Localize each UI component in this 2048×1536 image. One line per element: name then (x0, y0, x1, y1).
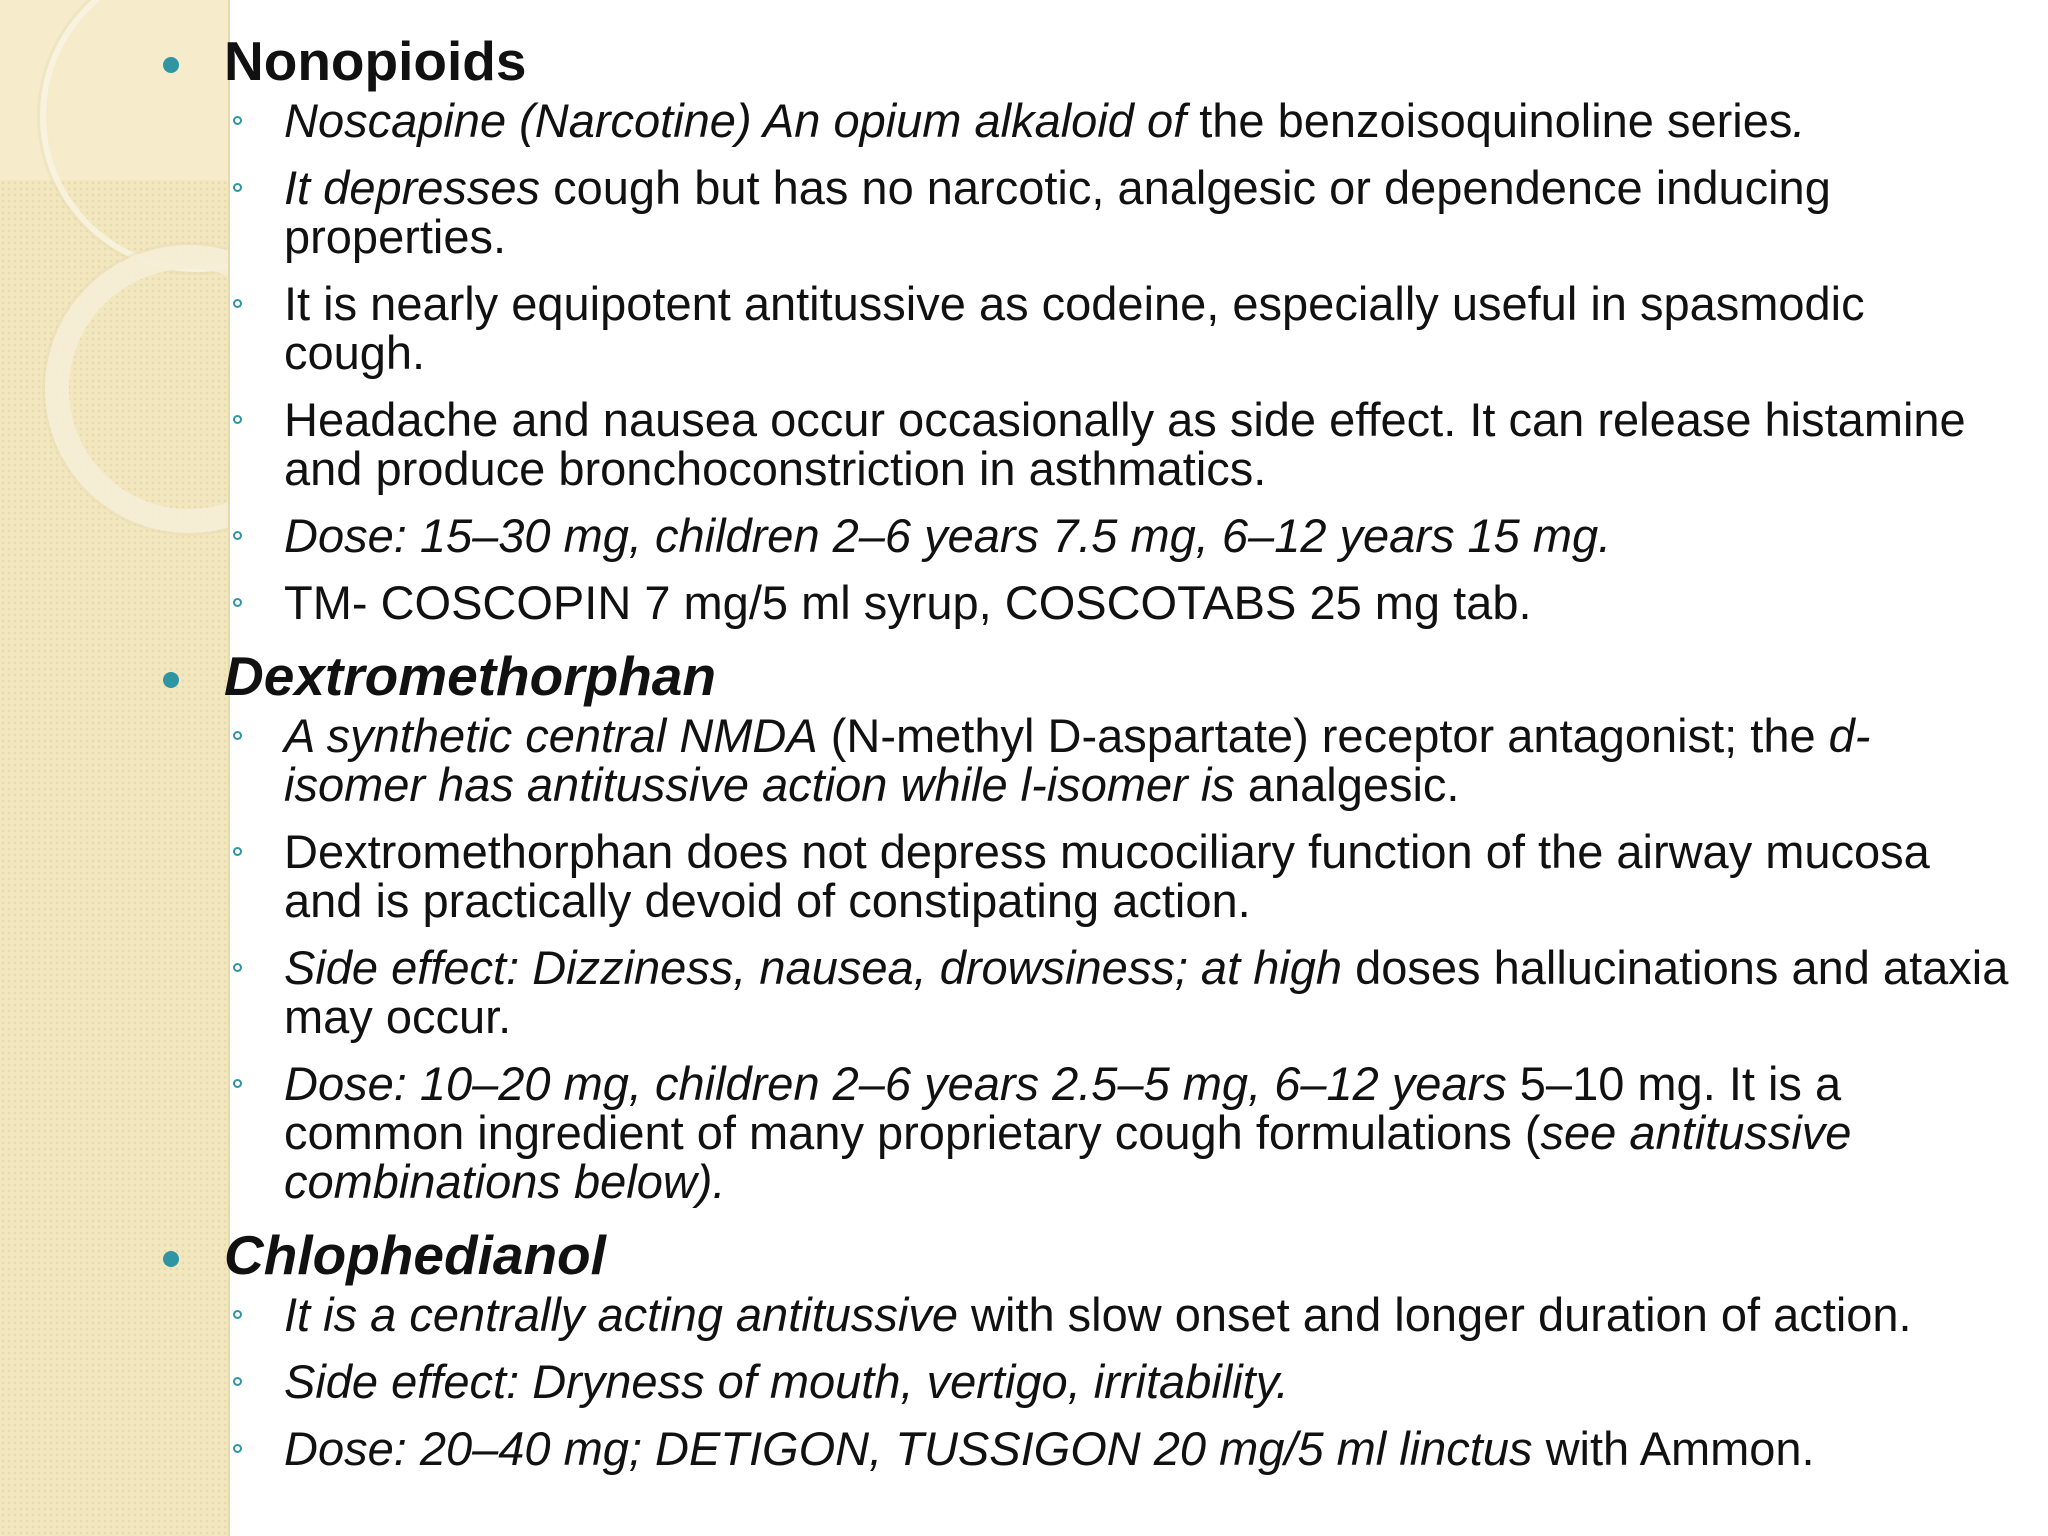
sub-bullet-icon (233, 1079, 242, 1088)
list-item: TM- COSCOPIN 7 mg/5 ml syrup, COSCOTABS 25 mg tab. (150, 578, 2010, 627)
section-heading: Nonopioids (150, 30, 2010, 92)
bullet-dot-icon (163, 57, 179, 73)
list-item: Noscapine (Narcotine) An opium alkaloid of the benzoisoquinoline series. (150, 96, 2010, 145)
list-item: A synthetic central NMDA (N-methyl D-aspartate) receptor antagonist; the d-isomer has antitussive action while l-isomer is analgesic. (150, 711, 2010, 809)
list-item: Headache and nausea occur occasionally as side effect. It can release histamine and produce bronchoconstriction in asthmatics. (150, 395, 2010, 493)
sub-bullet-icon (233, 1377, 242, 1386)
list-item: Side effect: Dizziness, nausea, drowsiness; at high doses hallucinations and ataxia may occur. (150, 943, 2010, 1041)
section-heading: Chlophedianol (150, 1224, 2010, 1286)
slide-content (150, 30, 2010, 1491)
list-item: Side effect: Dryness of mouth, vertigo, irritability. (150, 1357, 2010, 1406)
sub-bullet-icon (233, 531, 242, 540)
list-item: Dose: 15–30 mg, children 2–6 years 7.5 mg, 6–12 years 15 mg. (150, 511, 2010, 560)
sub-bullet-icon (233, 598, 242, 607)
sub-bullet-icon (233, 183, 242, 192)
sub-bullet-icon (233, 731, 242, 740)
sub-bullet-icon (233, 1444, 242, 1453)
list-item: It depresses cough but has no narcotic, analgesic or dependence inducing properties. (150, 163, 2010, 261)
list-item: It is a centrally acting antitussive with slow onset and longer duration of action. (150, 1290, 2010, 1339)
list-item: Dose: 10–20 mg, children 2–6 years 2.5–5 mg, 6–12 years 5–10 mg. It is a common ingredient of many proprietary cough formulations (see antitussive combinations below). (150, 1059, 2010, 1206)
bullet-dot-icon (163, 1251, 179, 1267)
sub-bullet-icon (233, 299, 242, 308)
list-item: Dose: 20–40 mg; DETIGON, TUSSIGON 20 mg/5 ml linctus with Ammon. (150, 1424, 2010, 1473)
sub-bullet-icon (233, 1310, 242, 1319)
sub-bullet-icon (233, 963, 242, 972)
sub-bullet-icon (233, 116, 242, 125)
list-item: It is nearly equipotent antitussive as codeine, especially useful in spasmodic cough. (150, 279, 2010, 377)
list-item: Dextromethorphan does not depress mucociliary function of the airway mucosa and is practically devoid of constipating action. (150, 827, 2010, 925)
sub-bullet-icon (233, 847, 242, 856)
sub-bullet-icon (233, 415, 242, 424)
bullet-dot-icon (163, 672, 179, 688)
section-heading: Dextromethorphan (150, 645, 2010, 707)
